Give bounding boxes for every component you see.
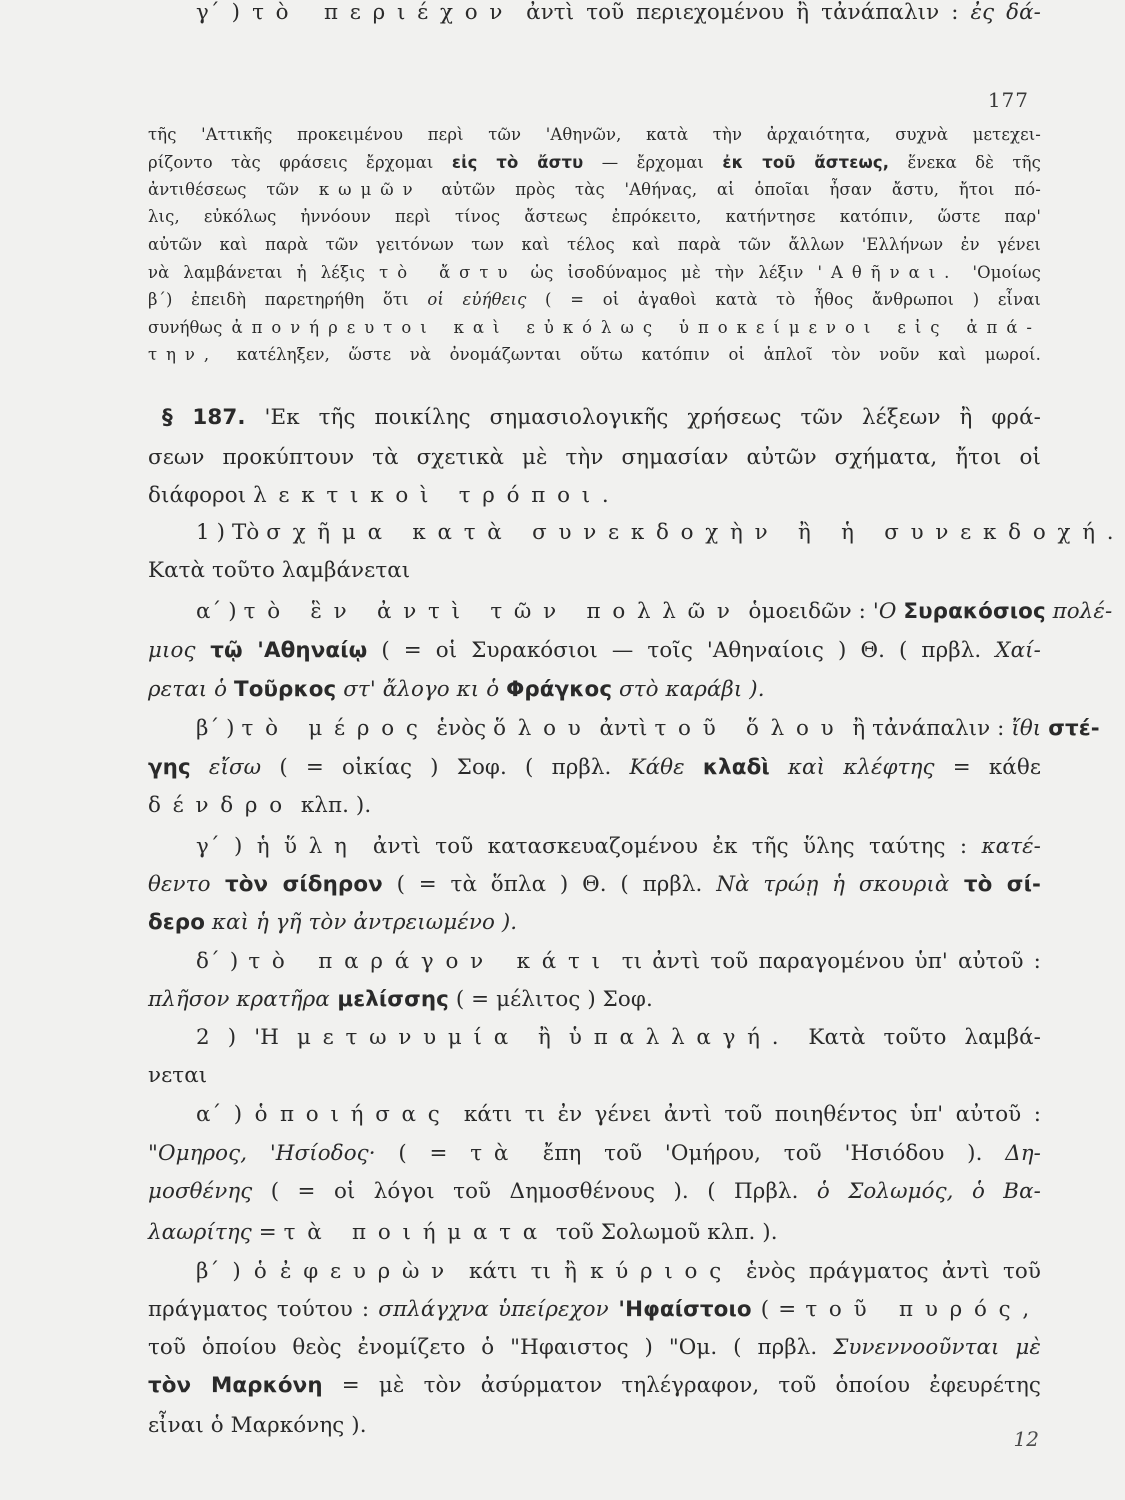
text-line	[148, 1413, 1041, 1438]
text-line	[148, 1297, 1041, 1322]
text-run: συνήθως	[148, 318, 232, 337]
italic-quote: Δη-	[1005, 1141, 1041, 1166]
text-line	[148, 483, 1041, 508]
text-line	[148, 558, 1041, 583]
spaced-term: τὸ ἓν ἀντὶ τῶν πολλῶν	[243, 599, 742, 624]
italic-quote: 'Ο	[872, 599, 904, 624]
italic-quote: ὁ Σολωμός, ὁ Βα-	[816, 1179, 1041, 1204]
spaced-term: σχῆμα κατὰ συνεκδοχὴν ἢ ἡ συνεκδοχή.	[266, 520, 1125, 545]
spaced-term: δένδρο	[148, 793, 294, 818]
spaced-term: ποιήσας	[279, 1102, 452, 1127]
text-run: δ΄ )	[196, 949, 249, 974]
text-run: κάτι τι ἢ	[455, 1259, 591, 1284]
text-line	[148, 1025, 1041, 1050]
text-run: κάτι τι ἐν γένει ἀντὶ τοῦ ποιηθέντος ὑπ' αὐτοῦ :	[451, 1102, 1041, 1127]
text-line	[148, 755, 1041, 780]
text-line	[148, 987, 1041, 1012]
text-run: γ΄ ) ἡ	[196, 834, 284, 859]
spaced-term: κύριος	[590, 1259, 733, 1284]
italic-quote: ἐς δά-	[970, 0, 1041, 25]
text-run: = κάθε	[934, 755, 1041, 780]
text-run: 'Ομοίως	[958, 263, 1041, 282]
text-line	[148, 834, 1041, 859]
spaced-term: τὸ παράγον κάτι	[248, 949, 612, 974]
spaced-term: 'Αθῆναι.	[817, 263, 959, 282]
text-run: κλπ. ).	[293, 793, 372, 818]
italic-quote: Νὰ τρώῃ ἡ σκουριὰ	[716, 872, 950, 897]
text-line	[148, 1259, 1041, 1284]
text-run: β΄ )	[196, 716, 242, 741]
text-run: 'Εκ τῆς ποικίλης σημασιολογικῆς χρήσεως τῶν λέξεων ἢ φρά-	[245, 405, 1041, 430]
text-run: = μὲ τὸν ἀσύρματον τηλέγραφον, τοῦ ὁποίου ἐφευρέτης	[322, 1373, 1041, 1398]
text-run: λις, εὐκόλως ἠννόουν περὶ τίνος ἄστεως ἐπρόκειτο, κατήντησε κατόπιν, ὥστε παρ'	[148, 207, 1041, 226]
text-line	[148, 716, 1100, 741]
bold-term: κλαδὶ	[702, 755, 770, 780]
italic-quote: μοσθένης	[148, 1179, 253, 1204]
spaced-term: τὸ μέρος	[241, 716, 430, 741]
text-line	[148, 0, 1041, 25]
spaced-term: κωμῶν	[318, 180, 422, 199]
text-line	[148, 125, 1041, 144]
text-line	[148, 1063, 1041, 1088]
text-line	[148, 207, 1041, 226]
text-run: ( =	[375, 1141, 471, 1166]
text-run: πράγματος τούτου :	[148, 1297, 379, 1322]
spaced-term: λεκτικοὶ τρόποι.	[253, 483, 621, 508]
text-run: α΄ ) ὁ	[196, 1102, 280, 1127]
text-run: 2 ) 'Η	[196, 1025, 297, 1050]
text-line	[148, 405, 1041, 430]
text-run: ( = οἱ ἀγαθοὶ κατὰ τὸ ἦθος ἄνθρωποι ) εἶναι	[526, 290, 1042, 309]
text-run: β΄ ) ὁ	[196, 1259, 280, 1284]
text-run: ἀντὶ τοῦ περιεχομένου ἢ τἀνάπαλιν :	[514, 0, 971, 25]
italic-quote: εἴσω	[190, 755, 262, 780]
text-run: νεται	[148, 1063, 208, 1088]
text-run: αὐτῶν πρὸς τὰς 'Αθήνας, αἱ ὁποῖαι ἦσαν ἄστυ, ἤτοι πό-	[421, 180, 1041, 199]
bold-term: τὸν Μαρκόνη	[148, 1373, 323, 1398]
italic-quote: ρεται ὁ	[148, 677, 234, 702]
spaced-term: ἀπονήρευτοι καὶ εὐκόλως ὑποκείμενοι εἰς ἀπά-	[231, 318, 1041, 337]
signature-mark: 12	[1013, 1427, 1039, 1451]
text-line	[148, 263, 1041, 282]
bold-term: 'Ηφαίστοιο	[608, 1297, 752, 1322]
text-run: ( =	[751, 1297, 806, 1322]
spaced-term: τὸ ἄστυ	[379, 263, 517, 282]
text-run: νὰ λαμβάνεται ἡ λέξις	[148, 263, 380, 282]
text-run: ( = μέλιτος ) Σοφ.	[448, 987, 653, 1012]
spaced-term: ὕλη	[283, 834, 359, 859]
bold-term: στέ-	[1048, 716, 1100, 741]
spaced-term: ὅλου	[493, 716, 593, 741]
italic-quote: πλῆσον κρατῆρα	[148, 987, 330, 1012]
text-run: διάφοροι	[148, 483, 254, 508]
text-line	[148, 235, 1041, 254]
text-run: ἑνὸς	[429, 716, 494, 741]
spaced-term: ὑπαλλαγή.	[568, 1025, 791, 1050]
text-line	[148, 949, 1041, 974]
text-run: ἔπη τοῦ 'Ομήρου, τοῦ 'Ησιόδου ).	[520, 1141, 1006, 1166]
italic-quote: Συνεννοοῦνται μὲ	[833, 1335, 1041, 1360]
bold-term: μελίσσης	[329, 987, 449, 1012]
text-line	[148, 599, 1113, 624]
bold-term: δερο	[148, 910, 206, 935]
italic-quote: καὶ κλέφτης	[769, 755, 935, 780]
bold-term: γης	[148, 755, 191, 780]
text-run: Κατὰ τοῦτο λαμβά-	[790, 1025, 1041, 1050]
text-line	[148, 445, 1041, 470]
bold-term: εἰς τὸ ἄστυ	[451, 153, 584, 172]
bold-term: Φράγκος	[506, 677, 613, 702]
italic-quote: οἱ εὐήθεις	[427, 290, 527, 309]
spaced-term: τὸ περιέχον	[252, 0, 515, 25]
text-run: ἑνὸς πράγματος ἀντὶ τοῦ	[732, 1259, 1042, 1284]
text-line	[148, 1373, 1041, 1398]
text-line	[148, 677, 1041, 702]
text-line	[148, 318, 1041, 337]
italic-quote: μιος	[148, 638, 196, 663]
page-number: 177	[987, 88, 1029, 112]
text-run: =	[251, 1220, 284, 1245]
text-run: τοῦ ὁποίου θεὸς ἐνομίζετο ὁ "Ηφαιστος ) "Ομ. ( πρβλ.	[148, 1335, 834, 1360]
text-run: τῆς 'Αττικῆς προκειμένου περὶ τῶν 'Αθηνῶν, κατὰ τὴν ἀρχαιότητα, συχνὰ μετεχει-	[148, 125, 1041, 144]
spaced-term: μετωνυμία	[297, 1025, 520, 1050]
text-line	[148, 793, 1041, 818]
text-line	[148, 153, 1041, 172]
text-run: ρίζοντο τὰς φράσεις ἔρχομαι	[148, 153, 452, 172]
italic-quote: λαωρίτης	[148, 1220, 252, 1245]
text-run: σεων προκύπτουν τὰ σχετικὰ μὲ τὴν σημασίαν αὐτῶν σχήματα, ἤτοι οἱ	[148, 445, 1041, 470]
text-run: ἀντὶ	[592, 716, 655, 741]
text-line	[148, 1141, 1041, 1166]
spaced-term: τὰ ποιήματα	[283, 1220, 549, 1245]
text-line	[148, 520, 1125, 545]
spaced-term: την,	[148, 345, 219, 364]
text-run: Κατὰ τοῦτο λαμβάνεται	[148, 558, 411, 583]
text-line	[148, 1102, 1041, 1127]
italic-quote: "Ομηρος, 'Ησίοδος·	[148, 1141, 376, 1166]
text-line	[148, 345, 1041, 364]
bold-term: τὸ σί-	[949, 872, 1041, 897]
text-run: γ΄ )	[196, 0, 253, 25]
bold-term: τὸν σίδηρον	[210, 872, 383, 897]
italic-quote: πολέ-	[1045, 599, 1113, 624]
text-line	[148, 872, 1041, 897]
text-run: ἢ	[519, 1025, 569, 1050]
text-run: — ἔρχομαι	[583, 153, 723, 172]
italic-quote: καὶ ἡ γῆ τὸν ἀντρειωμένο ).	[205, 910, 518, 935]
text-run: τοῦ Σολωμοῦ κλπ. ).	[549, 1220, 778, 1245]
text-line	[148, 180, 1041, 199]
italic-quote: ἴθι	[1011, 716, 1049, 741]
text-run: ὁμοειδῶν :	[741, 599, 873, 624]
text-line	[148, 290, 1041, 309]
text-run: ἀντὶ τοῦ κατασκευαζομένου ἐκ τῆς ὕλης ταύτης :	[358, 834, 982, 859]
italic-quote: Κάθε	[629, 755, 703, 780]
text-run: ὡς ἰσοδύναμος μὲ τὴν λέξιν	[516, 263, 818, 282]
italic-quote: σπλάγχνα ὑπείρεχον	[378, 1297, 609, 1322]
text-run: εἶναι ὁ Μαρκόνης ).	[148, 1413, 367, 1438]
bold-term: Τοῦρκος	[234, 677, 337, 702]
italic-quote: στὸ καράβι ).	[612, 677, 765, 702]
text-run: ἀντιθέσεως τῶν	[148, 180, 319, 199]
italic-quote: κατέ-	[981, 834, 1041, 859]
text-run: ( = οἱ λόγοι τοῦ Δημοσθένους ). ( Πρβλ.	[252, 1179, 817, 1204]
text-run: ( = οἰκίας ) Σοφ. ( πρβλ.	[261, 755, 630, 780]
bold-term: ἐκ τοῦ ἄστεως,	[722, 153, 890, 172]
italic-quote: θεντο	[148, 872, 211, 897]
text-run: β΄) ἐπειδὴ παρετηρήθη ὅτι	[148, 290, 428, 309]
spaced-term: ἐφευρὼν	[280, 1259, 456, 1284]
text-run: ἕνεκα δὲ τῆς	[889, 153, 1041, 172]
section-number: § 187.	[162, 405, 246, 430]
spaced-term: τὰ	[470, 1141, 521, 1166]
italic-quote: στ' ἄλογο κι ὁ	[336, 677, 507, 702]
text-run: ( = τὰ ὅπλα ) Θ. ( πρβλ.	[382, 872, 717, 897]
bold-term: Συρακόσιος	[903, 599, 1046, 624]
spaced-term: τοῦ ὅλου	[654, 716, 846, 741]
text-run: αὐτῶν καὶ παρὰ τῶν γειτόνων των καὶ τέλος καὶ παρὰ τῶν ἄλλων 'Ελλήνων ἐν γένει	[148, 235, 1041, 254]
text-line	[148, 638, 1041, 663]
text-line	[148, 1220, 1041, 1245]
italic-quote: Χαί-	[995, 638, 1041, 663]
text-run: 1 ) Τὸ	[196, 520, 267, 545]
text-run: ( = οἱ Συρακόσιοι — τοῖς 'Αθηναίοις ) Θ. ( πρβλ.	[367, 638, 996, 663]
bold-term: τῷ 'Αθηναίῳ	[195, 638, 368, 663]
text-line	[148, 1179, 1041, 1204]
spaced-term: τοῦ πυρός,	[805, 1297, 1041, 1322]
text-run: κατέληξεν, ὥστε νὰ ὀνομάζωνται οὕτω κατόπιν οἱ ἁπλοῖ τὸν νοῦν καὶ μωροί.	[218, 345, 1041, 364]
text-run: τι ἀντὶ τοῦ παραγομένου ὑπ' αὐτοῦ :	[611, 949, 1041, 974]
text-run: α΄ )	[196, 599, 244, 624]
text-run: ἢ τἀνάπαλιν :	[845, 716, 1012, 741]
text-line	[148, 1335, 1041, 1360]
text-line	[148, 910, 1041, 935]
